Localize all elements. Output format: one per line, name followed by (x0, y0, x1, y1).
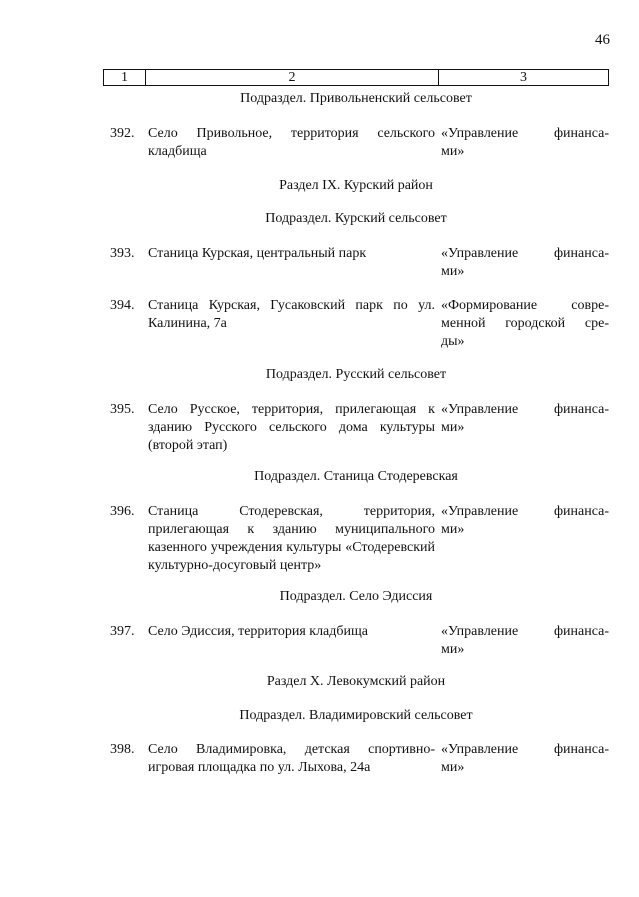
table-column-header (103, 69, 609, 86)
entry-number: 397. (110, 624, 135, 639)
entry-program (441, 401, 609, 437)
entry-number: 392. (110, 126, 135, 141)
subsection-heading-russky: Подраздел. Русский сельсовет (265, 367, 447, 382)
program-line: ми» (441, 642, 465, 657)
entry-program (441, 125, 609, 161)
entry-place: Станица Курская, центральный парк (148, 246, 367, 261)
column-number-3: 3 (520, 70, 527, 85)
subsection-heading-vladimirovsky: Подраздел. Владимировский сельсовет (239, 708, 473, 723)
program-line: «Управление финанса- (441, 624, 609, 639)
program-line: «Управление финанса- (441, 246, 609, 261)
entry-program (441, 503, 609, 539)
entry-place: Село Владимировка, детская спортивно-игровая площадка по ул. Лыхова, 24а (148, 742, 435, 775)
program-line: ми» (441, 144, 465, 159)
program-line: ми» (441, 264, 465, 279)
program-line: «Управление финанса- (441, 126, 609, 141)
entry-number: 398. (110, 742, 135, 757)
subsection-heading-privolnensky: Подраздел. Привольненский сельсовет (240, 91, 472, 106)
column-number-1: 1 (104, 70, 146, 85)
entry-program (441, 245, 609, 281)
program-line: «Управление финанса- (441, 742, 609, 757)
entry-number: 395. (110, 402, 135, 417)
subsection-heading-edissiya: Подраздел. Село Эдиссия (279, 589, 433, 604)
entry-number: 396. (110, 504, 135, 519)
program-line: ми» (441, 522, 465, 537)
program-line: «Управление финанса- (441, 504, 609, 519)
program-line: менной городской сре- (441, 316, 609, 331)
program-line: «Управление финанса- (441, 402, 609, 417)
program-line: ми» (441, 760, 465, 775)
program-line: ды» (441, 334, 465, 349)
subsection-heading-stoderevskaya: Подраздел. Станица Стодеревская (254, 469, 458, 484)
entry-program (441, 741, 609, 777)
entry-number: 393. (110, 246, 135, 261)
section-heading-kursky-district: Раздел IX. Курский район (279, 178, 433, 193)
program-line: ми» (441, 420, 465, 435)
entry-program (441, 297, 609, 351)
entry-place: Станица Стодеревская, территория, прилегающая к зданию муниципального казенного учреждения культуры «Стодеревский культурно-досуговый центр» (148, 504, 435, 573)
entry-number: 394. (110, 298, 135, 313)
section-heading-levokumsky-district: Раздел X. Левокумский район (266, 674, 446, 689)
column-number-2: 2 (146, 70, 439, 85)
subsection-heading-kursky: Подраздел. Курский сельсовет (265, 211, 447, 226)
entry-place: Станица Курская, Гусаковский парк по ул. Калинина, 7а (148, 298, 435, 331)
entry-program (441, 623, 609, 659)
entry-place: Село Привольное, территория сельского кладбища (148, 126, 435, 159)
entry-place: Село Эдиссия, территория кладбища (148, 624, 369, 639)
program-line: «Формирование совре- (441, 298, 609, 313)
entry-place: Село Русское, территория, прилегающая к зданию Русского сельского дома культуры (второй этап) (148, 402, 435, 453)
page-number: 46 (595, 32, 610, 48)
